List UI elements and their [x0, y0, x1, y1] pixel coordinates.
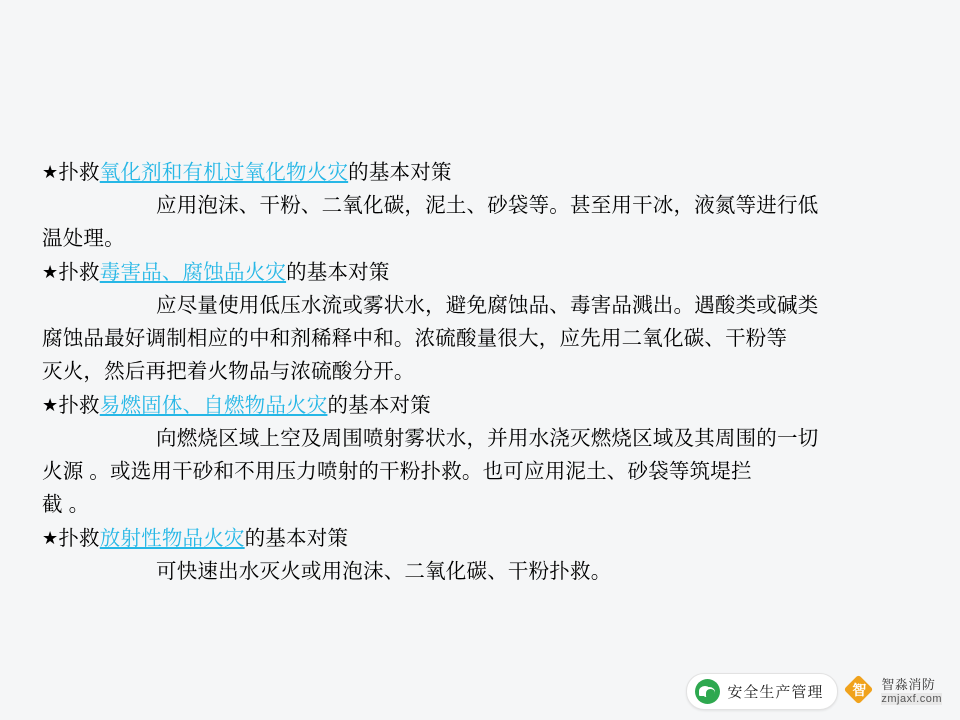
heading-highlight: 氧化剂和有机过氧化物火灾 [99, 161, 349, 184]
heading-suffix: 的基本对策 [348, 161, 452, 184]
block-heading [42, 156, 932, 189]
block-paragraph-line: 可快速出水灭火或用泡沫、二氧化碳、干粉扑救。 [156, 560, 612, 583]
block-heading [42, 389, 932, 422]
block-paragraph-line: 温处理。 [42, 227, 125, 250]
heading-suffix: 的基本对策 [286, 261, 390, 284]
content-block [42, 522, 932, 588]
wechat-account-badge [686, 673, 838, 710]
bullet-star-icon: ★ [42, 395, 59, 415]
brand-logo-letter: 智 [852, 683, 867, 699]
bullet-star-icon: ★ [42, 528, 59, 548]
heading-highlight: 易燃固体、自燃物品火灾 [99, 394, 328, 417]
content-block [42, 156, 932, 255]
wechat-account-name: 安全生产管理 [727, 684, 824, 701]
heading-suffix: 的基本对策 [244, 527, 349, 550]
brand-text [881, 678, 942, 706]
wechat-icon [695, 679, 720, 704]
block-heading [42, 256, 932, 289]
block-paragraph-line: 应尽量使用低压水流或雾状水，避免腐蚀品、毒害品溅出。遇酸类或碱类 [156, 294, 819, 317]
content-block [42, 389, 932, 521]
heading-suffix: 的基本对策 [327, 394, 431, 417]
bullet-star-icon: ★ [42, 162, 59, 182]
block-paragraph-line: 火源 。或选用干砂和不用压力喷射的干粉扑救。也可应用泥土、砂袋等筑堤拦 [42, 460, 752, 483]
heading-prefix: 扑救 [58, 394, 100, 417]
block-paragraph-line: 腐蚀品最好调制相应的中和剂稀释中和。浓硫酸量很大，应先用二氧化碳、干粉等 [42, 327, 788, 350]
heading-highlight: 毒害品、腐蚀品火灾 [99, 261, 287, 284]
heading-prefix: 扑救 [58, 261, 100, 284]
block-paragraph-line: 应用泡沫、干粉、二氧化碳，泥土、砂袋等。甚至用干冰，液氮等进行低 [156, 194, 819, 217]
watermark [686, 673, 942, 710]
bullet-star-icon: ★ [42, 262, 59, 282]
block-heading [42, 522, 932, 555]
block-paragraph-line: 向燃烧区域上空及周围喷射雾状水，并用水浇灭燃烧区域及其周围的一切 [156, 427, 819, 450]
block-paragraph-line: 灭火，然后再把着火物品与浓硫酸分开。 [42, 360, 415, 383]
heading-highlight: 放射性物品火灾 [99, 527, 245, 550]
heading-prefix: 扑救 [58, 527, 100, 550]
brand-url: zmjaxf.com [881, 692, 942, 705]
block-paragraph-line: 截 。 [42, 493, 90, 516]
heading-prefix: 扑救 [58, 161, 100, 184]
content-block [42, 256, 932, 388]
brand-name: 智淼消防 [881, 676, 936, 692]
slide-body [42, 156, 932, 589]
brand-logo-icon [846, 677, 876, 707]
brand-watermark [846, 677, 942, 707]
